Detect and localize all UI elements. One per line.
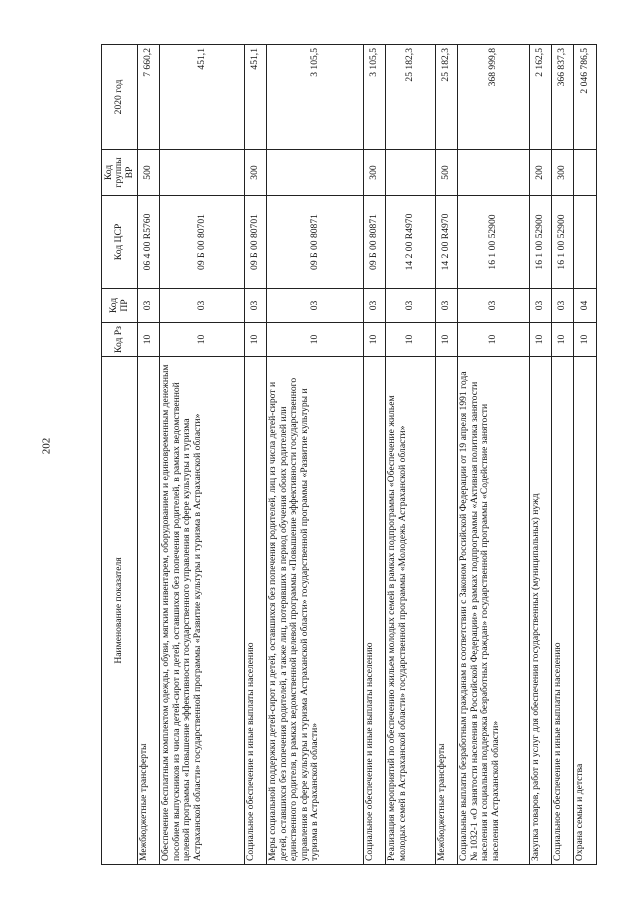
header-2020: 2020 год	[102, 45, 138, 150]
row-name: Охрана семьи и детства	[574, 357, 597, 865]
table-header-row	[102, 45, 138, 865]
row-vr	[160, 150, 245, 196]
row-pr: 03	[386, 289, 436, 323]
row-value: 3 105,5	[267, 45, 364, 150]
row-value: 451,1	[245, 45, 267, 150]
row-pr: 03	[530, 289, 552, 323]
row-pr: 03	[458, 289, 530, 323]
row-rz: 10	[436, 323, 458, 357]
table-row	[552, 45, 574, 865]
row-rz: 10	[245, 323, 267, 357]
table-row	[436, 45, 458, 865]
row-value: 2 046 786,5	[574, 45, 597, 150]
row-name: Социальное обеспечение и иные выплаты населению	[245, 357, 267, 865]
table-row	[267, 45, 364, 865]
page-number: 202	[40, 437, 53, 455]
row-csr: 09 Б 00 80871	[364, 196, 386, 289]
budget-table	[101, 44, 597, 865]
row-vr: 300	[364, 150, 386, 196]
row-value: 3 105,5	[364, 45, 386, 150]
table-row	[364, 45, 386, 865]
row-pr: 03	[138, 289, 160, 323]
table-row	[138, 45, 160, 865]
row-csr: 16 1 00 52900	[458, 196, 530, 289]
budget-table-rotated	[101, 45, 590, 865]
row-csr: 14 2 00 R4970	[386, 196, 436, 289]
row-value: 368 999,8	[458, 45, 530, 150]
table-row	[160, 45, 245, 865]
row-name: Меры социальной поддержки детей-сирот и детей, оставшихся без попечения родителей, лиц из числа детей-сирот и детей, оставшихся без попечения родителей, а также лиц, потерявших в период обучения обоих родителей или единственного родителя, в рамках ведомственной целевой программы «Повышение эффективности государственного управления в сфере культуры и туризма Астраханской области» государственной программы «Развитие культуры и туризма в Астраханской области»	[267, 357, 364, 865]
row-rz: 10	[530, 323, 552, 357]
row-rz: 10	[574, 323, 597, 357]
header-name: Наименование показателя	[102, 357, 138, 865]
row-value: 366 837,3	[552, 45, 574, 150]
row-value: 25 182,3	[436, 45, 458, 150]
row-vr: 500	[138, 150, 160, 196]
row-vr: 300	[245, 150, 267, 196]
row-pr: 03	[436, 289, 458, 323]
row-pr: 04	[574, 289, 597, 323]
header-pr: Код ПР	[102, 289, 138, 323]
header-vr: Код группы ВР	[102, 150, 138, 196]
table-row	[530, 45, 552, 865]
row-value: 451,1	[160, 45, 245, 150]
row-pr: 03	[552, 289, 574, 323]
row-pr: 03	[364, 289, 386, 323]
row-vr	[267, 150, 364, 196]
row-name: Межбюджетные трансферты	[436, 357, 458, 865]
row-rz: 10	[386, 323, 436, 357]
row-value: 7 660,2	[138, 45, 160, 150]
row-csr: 06 4 00 R5760	[138, 196, 160, 289]
row-value: 25 182,3	[386, 45, 436, 150]
row-csr: 16 1 00 52900	[530, 196, 552, 289]
header-rz: Код Рз	[102, 323, 138, 357]
row-pr: 03	[245, 289, 267, 323]
row-vr: 300	[552, 150, 574, 196]
row-rz: 10	[552, 323, 574, 357]
table-row	[245, 45, 267, 865]
row-name: Социальное обеспечение и иные выплаты населению	[364, 357, 386, 865]
row-name: Реализация мероприятий по обеспечению жильем молодых семей в рамках подпрограммы «Обеспечение жильем молодых семей в Астраханской области» государственной программы «Молодежь Астраханской области»	[386, 357, 436, 865]
row-name: Закупка товаров, работ и услуг для обеспечения государственных (муниципальных) нужд	[530, 357, 552, 865]
table-row	[574, 45, 597, 865]
row-name: Социальные выплаты безработным гражданам в соответствии с Законом Российской Федерации от 19 апреля 1991 года № 1032-1 «О занятости населения в Российской Федерации» в рамках подпрограммы «Активная политика занятости населения и социальная поддержка безработных граждан» государственной программы «Содействие занятости населения Астраханской области»	[458, 357, 530, 865]
table-row	[458, 45, 530, 865]
row-rz: 10	[364, 323, 386, 357]
row-name: Межбюджетные трансферты	[138, 357, 160, 865]
row-csr: 14 2 00 R4970	[436, 196, 458, 289]
row-value: 2 162,5	[530, 45, 552, 150]
row-csr: 09 Б 00 80871	[267, 196, 364, 289]
table-row	[386, 45, 436, 865]
row-pr: 03	[267, 289, 364, 323]
row-name: Обеспечение бесплатным комплектом одежды, обуви, мягким инвентарем, оборудованием и единовременным денежным пособием выпускников из числа детей-сирот и детей, оставшихся без попечения родителей, в рамках ведомственной целевой программы «Повышение эффективности государственного управления в сфере культуры и туризма Астраханской области» государственной программы «Развитие культуры и туризма в Астраханской области»	[160, 357, 245, 865]
row-csr: 09 Б 00 80701	[160, 196, 245, 289]
row-csr: 09 Б 00 80701	[245, 196, 267, 289]
row-rz: 10	[267, 323, 364, 357]
row-vr	[574, 150, 597, 196]
row-csr: 16 1 00 52900	[552, 196, 574, 289]
row-vr	[386, 150, 436, 196]
row-rz: 10	[160, 323, 245, 357]
row-name: Социальное обеспечение и иные выплаты населению	[552, 357, 574, 865]
row-vr: 500	[436, 150, 458, 196]
row-pr: 03	[160, 289, 245, 323]
header-csr: Код ЦСР	[102, 196, 138, 289]
row-rz: 10	[458, 323, 530, 357]
row-rz: 10	[138, 323, 160, 357]
row-vr	[458, 150, 530, 196]
row-vr: 200	[530, 150, 552, 196]
row-csr	[574, 196, 597, 289]
